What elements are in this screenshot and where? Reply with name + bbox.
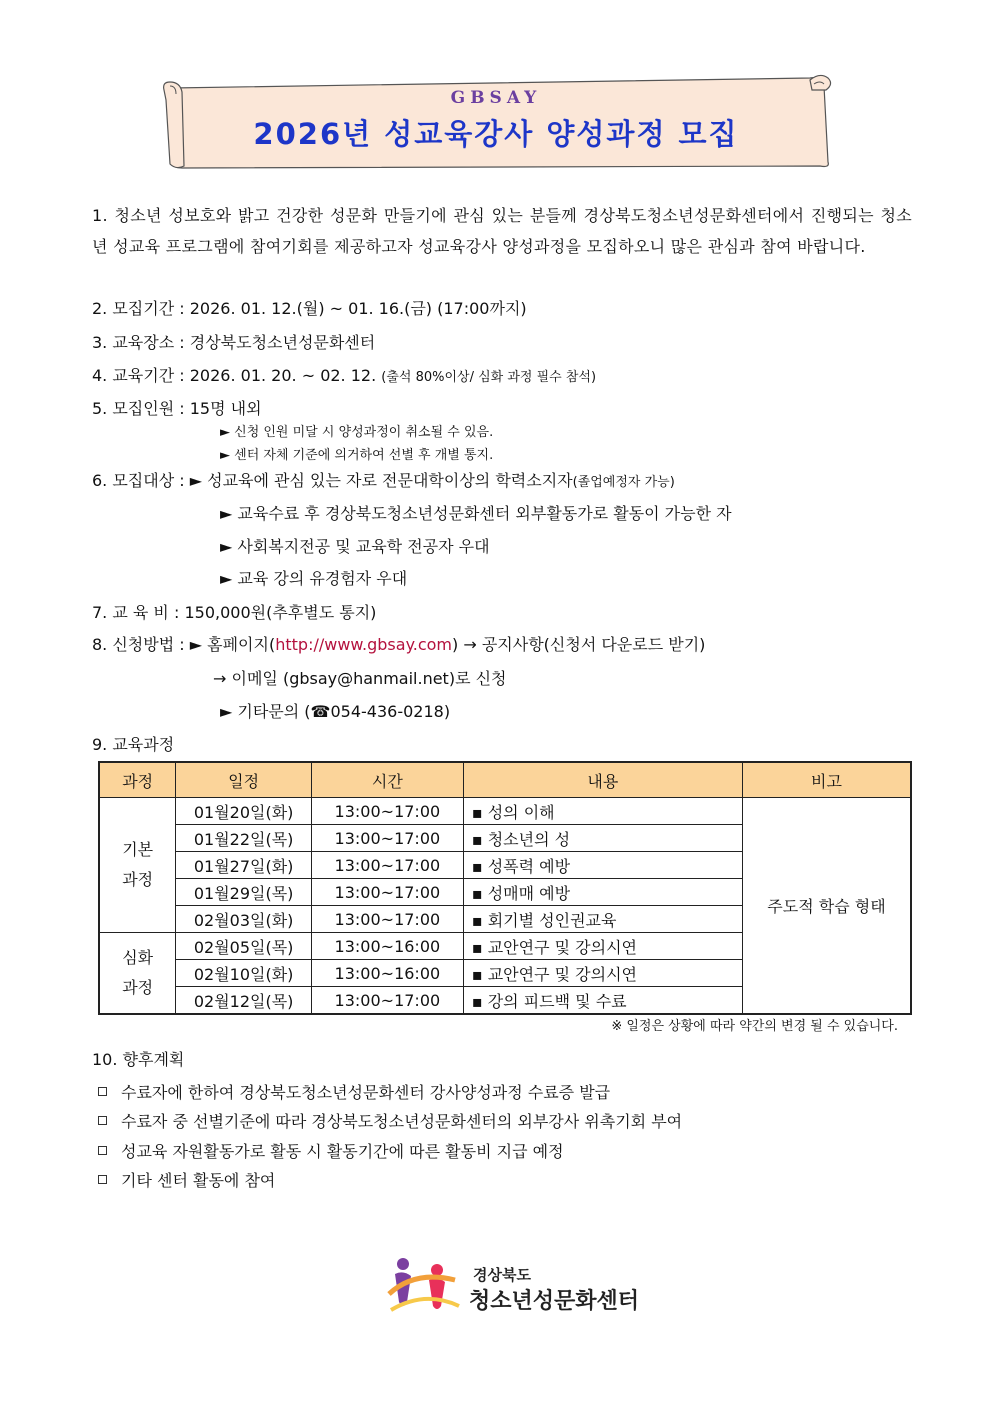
row-date: 01월22일(목) xyxy=(176,825,312,852)
period-value: 2026. 01. 12.(월) ~ 01. 16.(금) (17:00까지) xyxy=(189,299,527,318)
item-edu-period xyxy=(92,363,596,386)
target-label: 6. 모집대상 : xyxy=(92,471,185,490)
banner-subtitle: GBSAY xyxy=(450,88,542,108)
homepage-link[interactable]: http://www.gbsay.com xyxy=(275,635,453,654)
row-time: 13:00~17:00 xyxy=(311,798,463,825)
future-item-text: 기타 센터 활동에 참여 xyxy=(121,1171,276,1190)
headcount-value: 15명 내외 xyxy=(189,399,262,418)
row-time: 13:00~17:00 xyxy=(311,987,463,1015)
header-time: 시간 xyxy=(311,762,463,798)
row-content: ▪ 청소년의 성 xyxy=(463,825,742,852)
row-date: 02월10일(화) xyxy=(176,960,312,987)
row-time: 13:00~17:00 xyxy=(311,825,463,852)
logo-emblem-icon xyxy=(385,1250,465,1320)
future-label: 10. 향후계획 xyxy=(92,1050,185,1069)
row-time: 13:00~16:00 xyxy=(311,960,463,987)
row-date: 02월12일(목) xyxy=(176,987,312,1015)
square-bullet-icon xyxy=(98,1175,107,1184)
curriculum-label: 9. 교육과정 xyxy=(92,735,175,754)
row-date: 01월27일(화) xyxy=(176,852,312,879)
header-content: 내용 xyxy=(463,762,742,798)
headcount-note-2: ► 센터 자체 기준에 의거하여 선별 후 개별 통지. xyxy=(220,448,494,463)
row-date: 01월20일(화) xyxy=(176,798,312,825)
place-label: 3. 교육장소 : xyxy=(92,333,185,352)
future-item xyxy=(98,1080,610,1103)
future-item xyxy=(98,1139,564,1162)
row-time: 13:00~17:00 xyxy=(311,879,463,906)
future-item xyxy=(98,1109,682,1132)
row-content: ▪ 성매매 예방 xyxy=(463,879,742,906)
fee-value: 150,000원(추후별도 통지) xyxy=(184,603,377,622)
header-course: 과정 xyxy=(99,762,176,798)
target-line-1-note: (졸업예정자 가능) xyxy=(572,475,675,490)
square-bullet-icon xyxy=(98,1087,107,1096)
group-advanced xyxy=(99,933,176,1015)
table-footnote: ※ 일정은 상황에 따라 약간의 변경 될 수 있습니다. xyxy=(611,1019,898,1034)
row-content: ▪ 강의 피드백 및 수료 xyxy=(463,987,742,1015)
target-line-3: ► 사회복지전공 및 교육학 전공자 우대 xyxy=(220,537,490,556)
group-basic xyxy=(99,798,176,933)
item-fee xyxy=(92,600,376,623)
row-content: ▪ 교안연구 및 강의시연 xyxy=(463,960,742,987)
item-period xyxy=(92,296,527,319)
item-place xyxy=(92,330,375,353)
future-item-text: 수료자에 한하여 경상북도청소년성문화센터 강사양성과정 수료증 발급 xyxy=(121,1083,611,1102)
row-time: 13:00~17:00 xyxy=(311,906,463,933)
logo-line-2: 청소년성문화센터 xyxy=(469,1289,640,1314)
table-row xyxy=(99,798,911,825)
center-logo xyxy=(385,1250,665,1320)
group-basic-label: 기본 과정 xyxy=(122,840,154,889)
row-content: ▪ 교안연구 및 강의시연 xyxy=(463,933,742,960)
item-headcount xyxy=(92,396,262,419)
square-bullet-icon xyxy=(98,1146,107,1155)
fee-label: 7. 교 육 비 : xyxy=(92,603,180,622)
table-header-row xyxy=(99,762,911,798)
future-item-text: 수료자 중 선별기준에 따라 경상북도청소년성문화센터의 외부강사 위촉기회 부여 xyxy=(121,1112,683,1131)
edu-period-note: (출석 80%이상/ 심화 과정 필수 참석) xyxy=(381,370,597,385)
row-content: ▪ 회기별 성인권교육 xyxy=(463,906,742,933)
apply-label: 8. 신청방법 : xyxy=(92,635,185,654)
item-apply xyxy=(92,632,705,655)
header-remark: 비고 xyxy=(742,762,911,798)
row-time: 13:00~16:00 xyxy=(311,933,463,960)
document-body xyxy=(92,200,912,262)
apply-line-1b: ) → 공지사항(신청서 다운로드 받기) xyxy=(452,635,706,654)
apply-line-1a: ► 홈페이지( xyxy=(189,635,276,654)
row-date: 02월03일(화) xyxy=(176,906,312,933)
headcount-label: 5. 모집인원 : xyxy=(92,399,185,418)
headcount-note-1: ► 신청 인원 미달 시 양성과정이 취소될 수 있음. xyxy=(220,425,494,440)
header-date: 일정 xyxy=(176,762,312,798)
edu-period-label: 4. 교육기간 : xyxy=(92,366,185,385)
row-content: ▪ 성의 이해 xyxy=(463,798,742,825)
logo-line-1: 경상북도 xyxy=(473,1266,531,1284)
apply-line-3: ► 기타문의 (☎054-436-0218) xyxy=(220,702,451,721)
intro-paragraph: 1. 청소년 성보호와 밝고 건강한 성문화 만들기에 관심 있는 분들께 경상북도청소년성문화센터에서 진행되는 청소년 성교육 프로그램에 참여기회를 제공하고자 성교육강사 양성과정을 모집하오니 많은 관심과 참여 바랍니다. xyxy=(92,206,912,256)
edu-period-value: 2026. 01. 20. ~ 02. 12. xyxy=(189,366,377,385)
row-time: 13:00~17:00 xyxy=(311,852,463,879)
target-line-2: ► 교육수료 후 경상북도청소년성문화센터 외부활동가로 활동이 가능한 자 xyxy=(220,504,732,523)
remark-cell: 주도적 학습 형태 xyxy=(742,798,911,1015)
place-value: 경상북도청소년성문화센터 xyxy=(189,333,376,352)
future-item-text: 성교육 자원활동가로 활동 시 활동기간에 따른 활동비 지급 예정 xyxy=(121,1142,564,1161)
apply-line-2: → 이메일 (gbsay@hanmail.net)로 신청 xyxy=(213,669,507,688)
square-bullet-icon xyxy=(98,1116,107,1125)
row-date: 02월05일(목) xyxy=(176,933,312,960)
period-label: 2. 모집기간 : xyxy=(92,299,185,318)
row-content: ▪ 성폭력 예방 xyxy=(463,852,742,879)
schedule-table xyxy=(98,761,912,1015)
target-line-1: ► 성교육에 관심 있는 자로 전문대학이상의 학력소지자 xyxy=(189,471,573,490)
target-line-4: ► 교육 강의 유경험자 우대 xyxy=(220,569,408,588)
item-target xyxy=(92,468,675,491)
banner-title: 2026년 성교육강사 양성과정 모집 xyxy=(253,117,739,151)
future-item xyxy=(98,1168,275,1191)
title-banner xyxy=(160,70,832,170)
group-advanced-label: 심화 과정 xyxy=(122,948,154,997)
row-date: 01월29일(목) xyxy=(176,879,312,906)
